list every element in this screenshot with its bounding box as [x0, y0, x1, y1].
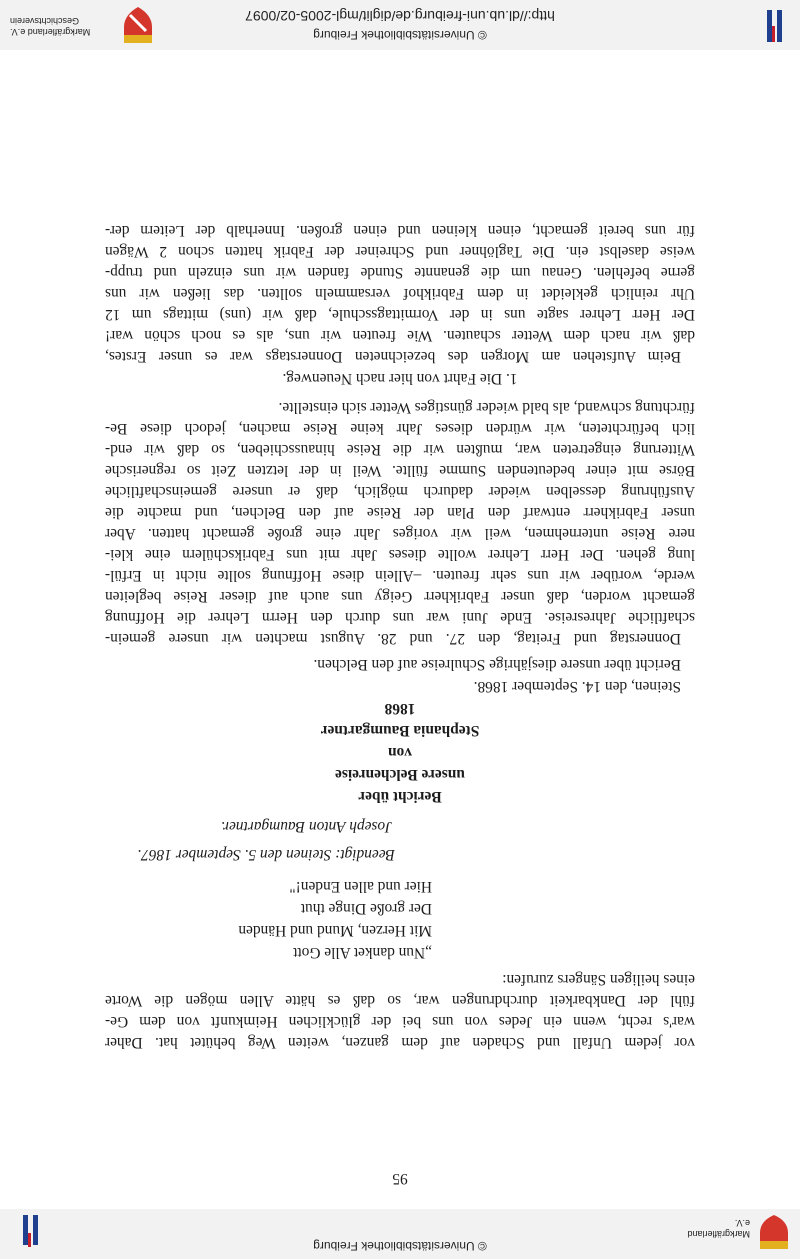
ub-freiburg-logo-icon — [8, 1213, 48, 1253]
para-2-line-4: werde, worüber wir uns sehr freuten. –Allein diese Hoffnung sollte nicht in Erfül- — [105, 567, 695, 584]
para-3-line-1: Beim Aufstehen am Morgen des bezeichneten Donnerstags war es unser Erstes, — [105, 348, 681, 365]
report-subtitle: Bericht über unsere diesjährige Schulreise auf den Belchen. — [313, 656, 681, 673]
geschichtsverein-logo — [684, 1213, 794, 1253]
poem-line-4: Hier und allen Enden!" — [289, 878, 432, 895]
para-2-line-10: Witterung eingetreten war, mußten wir die Reise hinausschieben, so daß wir end- — [105, 441, 695, 458]
coat-of-arms-icon — [118, 5, 158, 45]
header-society-line-1: Markgräflerland e.V. — [10, 27, 91, 37]
title-line-4: Stephania Baumgartner — [320, 722, 480, 739]
para-3-line-6: weise daselbst ein. Die Taglöhner und Schreiner der Fabrik hatten schon 2 Wägen — [105, 243, 695, 260]
para-1-line-3: fühl der Dankbarkeit durchdrungen war, so daß es hätte Allen mögen die Worte — [105, 992, 695, 1009]
para-2-line-11: lich befürchteten, wir würden dieses Jahr keine Reise machen, jedoch diese Be- — [105, 420, 695, 437]
author-note: Joseph Anton Baumgartner. — [220, 818, 392, 835]
para-2-line-6: nere Reise unternehmen, weil wir voriges Jahr eine große gemacht hatten. Aber — [105, 525, 695, 542]
geschichtsverein-logo — [3, 5, 158, 45]
para-2-line-7: unser Fabrikherr entwarf den Plan der Reise auf den Belchen, und machte die — [105, 504, 695, 521]
footer-bar — [0, 1209, 800, 1259]
footer-society: Markgräflerland e.V. — [687, 1218, 750, 1239]
coat-of-arms-icon — [754, 1213, 794, 1253]
ub-freiburg-logo-icon — [752, 4, 792, 44]
para-2-line-3: gemacht worden, daß unser Fabrikherr Geigy uns auch auf dieser Reise begleiten — [105, 588, 695, 605]
para-3-line-5: gerne befehlen. Genau um die genannte Stunde fanden wir uns einzeln und trupp- — [105, 264, 695, 281]
para-2-line-2: schaftliche Jahresreise. Ende Juni war uns durch den Herrn Lehrer die Hoffnung — [105, 609, 695, 626]
para-2-line-12: fürchtung schwand, als bald wieder günstiges Wetter sich einstellte. — [278, 399, 695, 416]
para-3-line-3: Der Herr Lehrer sagte uns in der Vormittagsschule, daß wir (uns) mittags um 12 — [105, 306, 695, 323]
title-line-3: von — [388, 744, 412, 761]
poem-line-3: Der große Dinge thut — [300, 900, 432, 917]
para-2-line-1: Donnerstag und Freitag, den 27. und 28. August machten wir unsere gemein- — [105, 630, 681, 647]
poem-line-2: Mit Herzen, Mund und Händen — [238, 922, 432, 939]
poem-line-1: „Nun danket Alle Gott — [293, 944, 432, 961]
header-url-link[interactable]: http://dl.ub.uni-freiburg.de/diglit/mgl-2005-02/0097 — [245, 8, 555, 24]
para-2-line-5: lung gehen. Der Herr Lehrer wollte dieses Jahr mit uns Fabrikschülern eine klei- — [105, 546, 695, 563]
footer-copyright: © Universitätsbibliothek Freiburg — [313, 1239, 487, 1253]
letter-date: Steinen, den 14. September 1868. — [473, 678, 681, 695]
para-3-line-7: für uns bereit gemacht, einen kleinen und einen großen. Innerhalb der Leitern der- — [105, 222, 695, 239]
para-1-line-1: vor jedem Unfall und Schaden auf dem ganzen, weiten Weg behütet hat. Daher — [105, 1034, 695, 1051]
section-heading: 1. Die Fahrt von hier nach Neuenweg. — [282, 370, 518, 387]
header-copyright: © Universitätsbibliothek Freiburg — [313, 28, 487, 42]
para-1-line-2: war's recht, wenn ein Jedes von uns bei der glücklichen Heimkunft von dem Ge- — [105, 1013, 695, 1030]
title-line-5: 1868 — [384, 700, 416, 717]
para-2-line-8: Ausführung desselben wieder dadurch möglich, daß er unsere gemeinschaftliche — [105, 483, 695, 500]
header-bar — [0, 0, 800, 50]
title-line-2: unsere Belchenreise — [335, 766, 465, 783]
para-3-line-4: Uhr reinlich gekleidet in dem Fabrikhof versammeln sollten. das ließen wir uns — [105, 285, 695, 302]
page-number: 95 — [392, 1170, 408, 1187]
header-society-line-2: Geschichtsverein — [10, 16, 80, 26]
title-line-1: Bericht über — [358, 788, 442, 805]
para-2-line-9: Börse mit einer bedeutenden Summe füllte. Weil in der letzten Zeit so regnerische — [105, 462, 695, 479]
ended-note: Beendigt: Steinen den 5. September 1867. — [137, 846, 395, 863]
para-1-line-4: eines heiligen Sängers zurufen: — [502, 971, 695, 988]
para-3-line-2: daß wir nach dem Wetter schauten. Wie freuten wir uns, als es noch schön war! — [105, 327, 695, 344]
